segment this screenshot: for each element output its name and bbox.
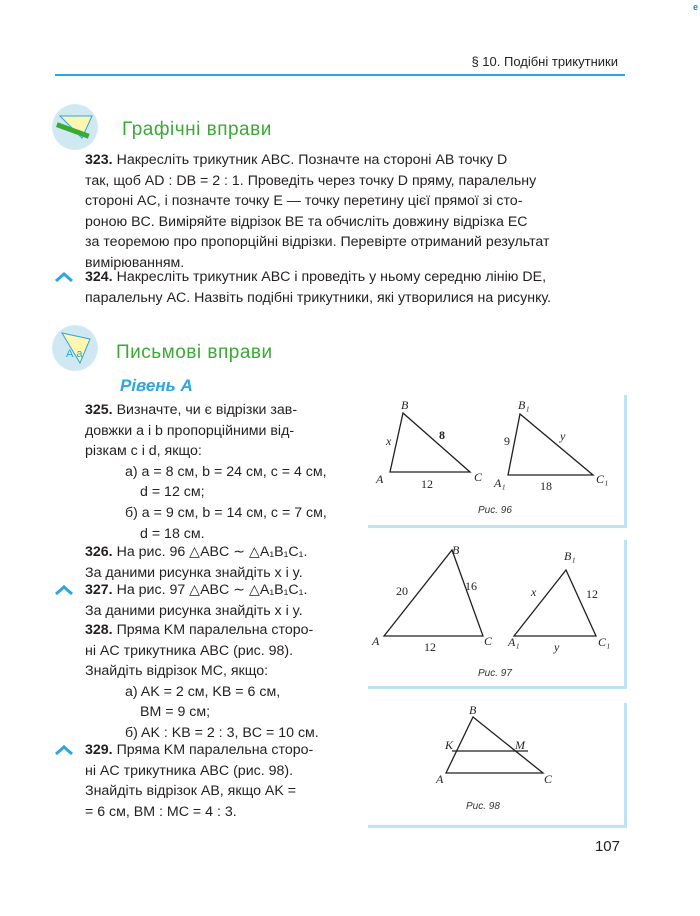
vertex-label: B bbox=[401, 398, 409, 412]
publisher-logo: е bbox=[692, 2, 698, 12]
problem-number: 325. bbox=[85, 402, 113, 418]
problem-option-a-cont: d = 12 см; bbox=[140, 484, 205, 501]
vertex-label: B bbox=[469, 703, 477, 717]
vertex-label: A₁ bbox=[508, 635, 520, 649]
problem-text: = 6 см, BM : MC = 4 : 3. bbox=[85, 803, 237, 820]
problem-number: 328. bbox=[85, 622, 113, 638]
vertex-label: A bbox=[376, 472, 384, 486]
problem-325 bbox=[85, 400, 355, 544]
side-label: 12 bbox=[424, 640, 436, 654]
triangle-a1b1c1 bbox=[508, 414, 593, 475]
vertex-label: C bbox=[544, 772, 553, 786]
vertex-label: C₁ bbox=[598, 635, 611, 649]
problem-text: вимірюванням. bbox=[85, 254, 185, 271]
letters-icon bbox=[52, 325, 98, 371]
header-rule bbox=[55, 74, 625, 76]
problem-number: 327. bbox=[85, 582, 113, 598]
difficulty-marker-icon bbox=[54, 584, 74, 596]
problem-text: Знайдіть відрізок AB, якщо AK = bbox=[85, 783, 297, 800]
triangle-abc bbox=[446, 717, 543, 773]
side-label: y bbox=[560, 429, 566, 443]
figure-97 bbox=[368, 540, 627, 689]
problem-text: Пряма KM паралельна сторо- bbox=[116, 622, 314, 638]
problem-number: 324. bbox=[85, 269, 113, 285]
problem-text: стороні AC, і позначте точку E — точку перетину цієї прямої зі сто- bbox=[85, 193, 523, 210]
pencil-icon bbox=[52, 104, 98, 150]
level-heading: Рівень А bbox=[120, 376, 193, 395]
running-header: § 10. Подібні трикутники bbox=[471, 54, 618, 69]
vertex-label: A₁ bbox=[494, 476, 506, 490]
triangle-abc bbox=[390, 413, 470, 472]
letters-icon-text: А а bbox=[66, 348, 83, 360]
problem-text: Визначте, чи є відрізки зав- bbox=[116, 402, 298, 418]
problem-option-a-cont: BM = 9 см; bbox=[140, 704, 211, 721]
problem-number: 326. bbox=[85, 544, 113, 560]
problem-option-b-cont: d = 18 см. bbox=[140, 525, 205, 542]
vertex-label: B₁ bbox=[518, 398, 530, 412]
problem-text: роною BC. Виміряйте відрізок BE та обчисліть довжину відрізка EC bbox=[85, 213, 528, 230]
problem-option-a: а) a = 8 см, b = 24 см, c = 4 см, bbox=[125, 463, 327, 480]
problem-number: 329. bbox=[85, 742, 113, 758]
problem-text: ні AC трикутника ABC (рис. 98). bbox=[85, 642, 294, 659]
problem-text: довжки a і b пропорційними від- bbox=[85, 422, 295, 439]
figure-caption: Рис. 98 bbox=[466, 801, 500, 812]
problem-option-a: а) AK = 2 см, KB = 6 см, bbox=[125, 683, 281, 700]
vertex-label: B bbox=[452, 543, 460, 557]
section-title-written: Письмові вправи bbox=[116, 342, 273, 363]
vertex-label: C bbox=[484, 634, 493, 648]
problem-option-b: б) AK : KB = 2 : 3, BC = 10 см. bbox=[125, 724, 319, 741]
vertex-label: C₁ bbox=[596, 472, 609, 486]
figure-caption: Рис. 97 bbox=[478, 668, 512, 679]
problem-323 bbox=[85, 150, 625, 274]
problem-text: за теоремою про пропорційні відрізки. Перевірте отриманий результат bbox=[85, 234, 550, 251]
figure-caption: Рис. 96 bbox=[478, 505, 512, 516]
vertex-label: C bbox=[474, 470, 483, 484]
difficulty-marker-icon bbox=[54, 744, 74, 756]
page-number: 107 bbox=[594, 838, 620, 855]
problem-text: так, щоб AD : DB = 2 : 1. Проведіть через точку D пряму, паралельну bbox=[85, 172, 537, 189]
problem-option-b: б) a = 9 см, b = 14 см, c = 7 см, bbox=[125, 504, 327, 521]
difficulty-marker-icon bbox=[54, 271, 74, 283]
vertex-label: A bbox=[436, 772, 444, 786]
triangle-a1b1c1 bbox=[514, 570, 596, 636]
side-label: x bbox=[386, 434, 392, 448]
problem-text: Накресліть трикутник ABC і проведіть у ньому середню лінію DE, bbox=[116, 269, 547, 285]
point-label: M bbox=[515, 738, 525, 752]
side-label: 16 bbox=[465, 579, 477, 593]
side-label: 12 bbox=[586, 587, 598, 601]
problem-number: 323. bbox=[85, 152, 113, 168]
problem-328 bbox=[85, 620, 355, 744]
figure-96 bbox=[368, 395, 627, 528]
problem-text: За даними рисунка знайдіть x і y. bbox=[85, 602, 303, 619]
problem-326 bbox=[85, 542, 365, 583]
side-label: 18 bbox=[540, 479, 552, 493]
problem-324 bbox=[85, 267, 625, 308]
vertex-label: B₁ bbox=[564, 549, 576, 563]
vertex-label: A bbox=[372, 634, 380, 648]
side-label: 12 bbox=[421, 477, 433, 491]
problem-text: різкам c і d, якщо: bbox=[85, 443, 202, 460]
point-label: K bbox=[445, 738, 454, 752]
problem-text: На рис. 97 △ABC ∼ △A₁B₁C₁. bbox=[116, 582, 308, 598]
problem-327 bbox=[85, 580, 365, 621]
problem-text: паралельну AC. Назвіть подібні трикутники, які утворилися на рисунку. bbox=[85, 289, 552, 306]
side-label: 20 bbox=[396, 584, 408, 598]
side-label: 9 bbox=[504, 434, 510, 448]
section-title-graphic: Графічні вправи bbox=[122, 119, 272, 140]
side-label: 8 bbox=[439, 428, 445, 442]
problem-text: За даними рисунка знайдіть x і y. bbox=[85, 564, 303, 581]
problem-text: На рис. 96 △ABC ∼ △A₁B₁C₁. bbox=[116, 544, 308, 560]
problem-text: Пряма KM паралельна сторо- bbox=[116, 742, 314, 758]
figure-98 bbox=[368, 703, 627, 828]
problem-text: Накресліть трикутник ABC. Позначте на стороні AB точку D bbox=[116, 152, 508, 168]
problem-329 bbox=[85, 740, 355, 822]
problem-text: Знайдіть відрізок MC, якщо: bbox=[85, 663, 269, 680]
problem-text: ні AC трикутника ABC (рис. 98). bbox=[85, 762, 294, 779]
side-label: y bbox=[554, 640, 560, 654]
side-label: x bbox=[531, 585, 537, 599]
